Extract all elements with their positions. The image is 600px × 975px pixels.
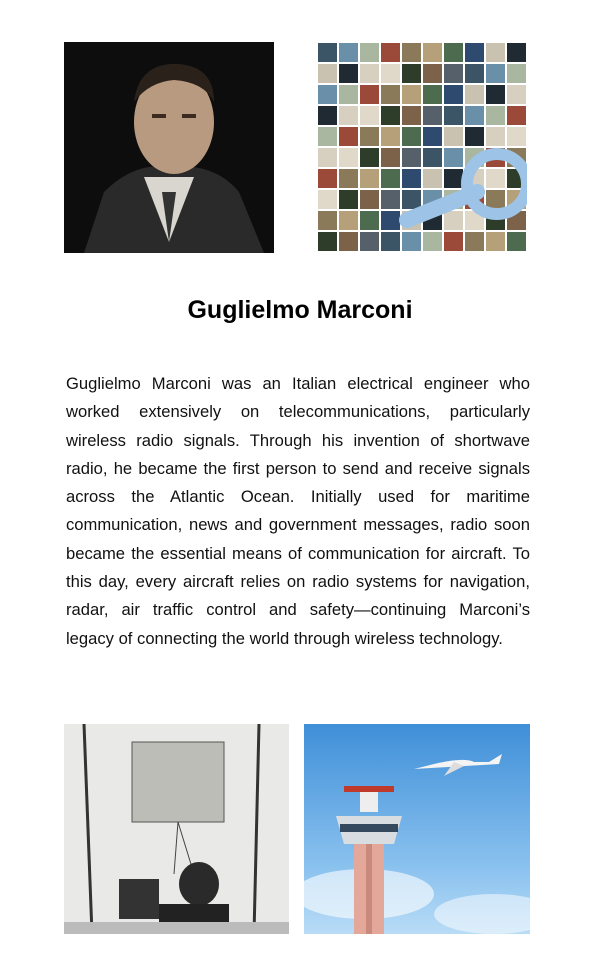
mosaic-tile [444,169,463,188]
mosaic-tile [507,232,526,251]
mosaic-tile [444,148,463,167]
marconi-portrait-image [64,42,274,253]
mosaic-tile [360,190,379,209]
mosaic-tile [465,64,484,83]
mosaic-tile [360,148,379,167]
mosaic-tile [360,169,379,188]
mosaic-tile [402,148,421,167]
mosaic-tile [381,106,400,125]
mosaic-tile [486,127,505,146]
mosaic-tile [339,43,358,62]
mosaic-tile [423,127,442,146]
mosaic-tile [465,232,484,251]
mosaic-tile [318,232,337,251]
mosaic-tile [381,211,400,230]
mosaic-tile [486,232,505,251]
mosaic-tile [381,169,400,188]
mosaic-tile [318,127,337,146]
mosaic-tile [465,127,484,146]
mosaic-tile [360,106,379,125]
mosaic-tile [318,85,337,104]
mosaic-tile [360,85,379,104]
mosaic-tile [486,169,505,188]
mosaic-tile [381,148,400,167]
mosaic-tile [486,43,505,62]
mosaic-tile [402,190,421,209]
mosaic-tile [486,106,505,125]
mosaic-tile [423,85,442,104]
mosaic-tile [381,64,400,83]
mosaic-tile [444,232,463,251]
mosaic-tile [444,85,463,104]
mosaic-tile [381,43,400,62]
mosaic-tile [402,232,421,251]
mosaic-tile [423,43,442,62]
mosaic-tile [360,232,379,251]
mosaic-tile [507,64,526,83]
mosaic-tile [360,64,379,83]
mosaic-tile [339,106,358,125]
mosaic-tile [318,43,337,62]
mosaic-tile [423,232,442,251]
mosaic-tile [360,43,379,62]
image-collection-mosaic [317,42,527,252]
mosaic-tile [339,232,358,251]
mosaic-tile [381,127,400,146]
mosaic-tile [339,127,358,146]
mosaic-tile [339,211,358,230]
mosaic-tile [423,148,442,167]
mosaic-tile [423,64,442,83]
mosaic-tile [507,85,526,104]
mosaic-tile [402,127,421,146]
mosaic-tile [381,85,400,104]
mosaic-tile [318,211,337,230]
mosaic-tile [444,211,463,230]
mosaic-tile [402,85,421,104]
mosaic-tile [381,190,400,209]
mosaic-tile [423,106,442,125]
mosaic-tile [486,190,505,209]
mosaic-tile [339,190,358,209]
mosaic-tile [507,127,526,146]
page-title: Guglielmo Marconi [187,296,413,324]
mosaic-tile [339,169,358,188]
mosaic-tile [318,169,337,188]
mosaic-tile [381,232,400,251]
mosaic-tile [465,106,484,125]
control-tower-airplane-photo [304,724,530,934]
mosaic-tile [318,106,337,125]
mosaic-tile [486,85,505,104]
mosaic-tile [339,148,358,167]
radio-apparatus-photo [64,724,289,934]
mosaic-tile [318,64,337,83]
mosaic-tile [507,106,526,125]
mosaic-tile [402,169,421,188]
biography-paragraph: Guglielmo Marconi was an Italian electrical engineer who worked extensively on telecommunications, particularly wireless radio signals. Through his invention of shortwave radio, he became the first person to send and receive signals across the Atlantic Ocean. Initially used for maritime communication, news and government messages, radio soon became the essential means of communication for aircraft. To this day, every aircraft relies on radio systems for navigation, radar, air traffic control and safety—continuing Marconi’s legacy of connecting the world through wireless technology. [66,374,530,648]
mosaic-tile [339,64,358,83]
mosaic-tile [465,43,484,62]
mosaic-tile [360,127,379,146]
mosaic-tile [318,148,337,167]
mosaic-tile [465,85,484,104]
mosaic-tile [486,64,505,83]
mosaic-tile [402,106,421,125]
mosaic-tile [444,106,463,125]
mosaic-tile [339,85,358,104]
mosaic-tile [360,211,379,230]
mosaic-tile [444,127,463,146]
mosaic-tile [423,169,442,188]
mosaic-tile [318,190,337,209]
mosaic-tile [507,43,526,62]
mosaic-tile [402,64,421,83]
mosaic-tile [402,43,421,62]
mosaic-tile [444,64,463,83]
mosaic-tile [444,43,463,62]
